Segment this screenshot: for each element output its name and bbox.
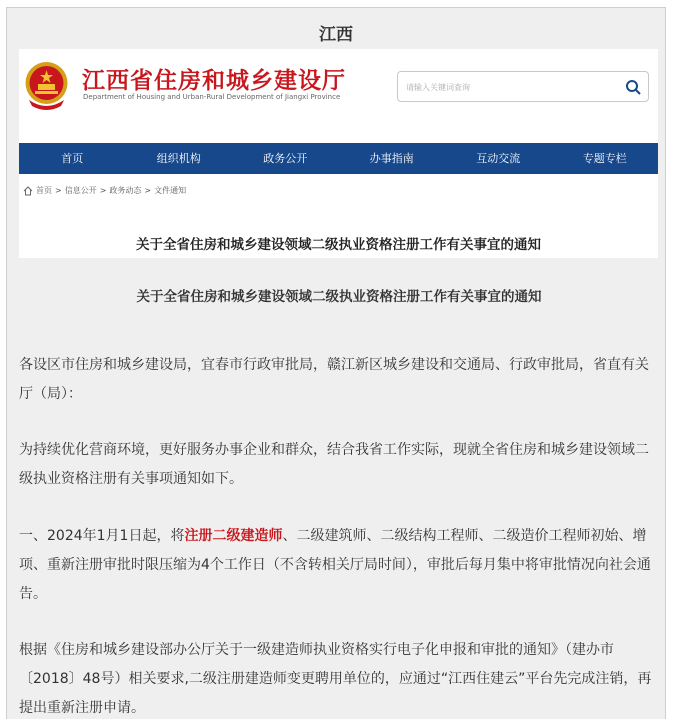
keyword-link[interactable]: 注册二级建造师 [184,528,283,544]
nav-item-topics[interactable]: 专题专栏 [582,152,627,165]
home-icon [23,186,33,196]
nav-item-interaction[interactable]: 互动交流 [476,152,521,165]
article-addressee: 各设区市住房和城乡建设局，宜春市行政审批局，赣江新区城乡建设和交通局、行政审批局，省直有关厅（局）： [19,357,649,402]
breadcrumb-gov-news[interactable]: 政务动态 [109,186,142,195]
breadcrumb [23,185,186,196]
search-icon[interactable] [625,79,641,95]
national-emblem-icon [23,60,70,110]
breadcrumb-separator: > [55,186,62,195]
article-item-2: 根据《住房和城乡建设部办公厅关于一级建造师执业资格实行电子化申报和审批的通知》（建办市〔2018〕48号）相关要求,二级注册建造师变更聘用单位的，应通过“江西住建云”平台先完成注销，再提出重新注册申请。 [19,642,652,716]
site-name[interactable]: 江西省住房和城乡建设厅 [82,68,346,94]
nav-item-guide[interactable]: 办事指南 [369,152,414,165]
breadcrumb-separator: > [144,186,152,195]
search-input[interactable] [404,72,618,103]
nav-item-organization[interactable]: 组织机构 [156,152,201,165]
region-title: 江西 [319,25,353,45]
breadcrumb-notices[interactable]: 文件通知 [154,186,187,195]
breadcrumb-home[interactable]: 首页 [36,186,52,195]
article-body [19,266,659,716]
website-screenshot [19,49,658,258]
search-box [397,71,649,102]
nav-item-gov-affairs[interactable]: 政务公开 [263,152,308,165]
breadcrumb-separator: > [99,186,107,195]
main-nav [19,143,658,174]
content-frame [6,7,666,719]
article-item-1 [19,522,659,609]
breadcrumb-info-public[interactable]: 信息公开 [64,186,97,195]
article-title: 关于全省住房和城乡建设领域二级执业资格注册工作有关事宜的通知 [136,289,542,305]
site-subtitle: Department of Housing and Urban-Rural Development of Jiangxi Province [83,93,341,101]
page-title: 关于全省住房和城乡建设领域二级执业资格注册工作有关事宜的通知 [136,237,541,253]
nav-item-home[interactable]: 首页 [61,152,84,165]
item-1-suffix: 、二级建筑师、二级结构工程师、二级造价工程师初始、增项、重新注册审批时限压缩为4个工作日（不含转相关厅局时间），审批后每月集中将审批情况向社会通告。 [19,528,651,602]
item-1-prefix: 一、2024年1月1日起，将 [19,528,185,544]
article-intro: 为持续优化营商环境，更好服务办事企业和群众，结合我省工作实际，现就全省住房和城乡建设领域二级执业资格注册有关事项通知如下。 [19,442,649,487]
